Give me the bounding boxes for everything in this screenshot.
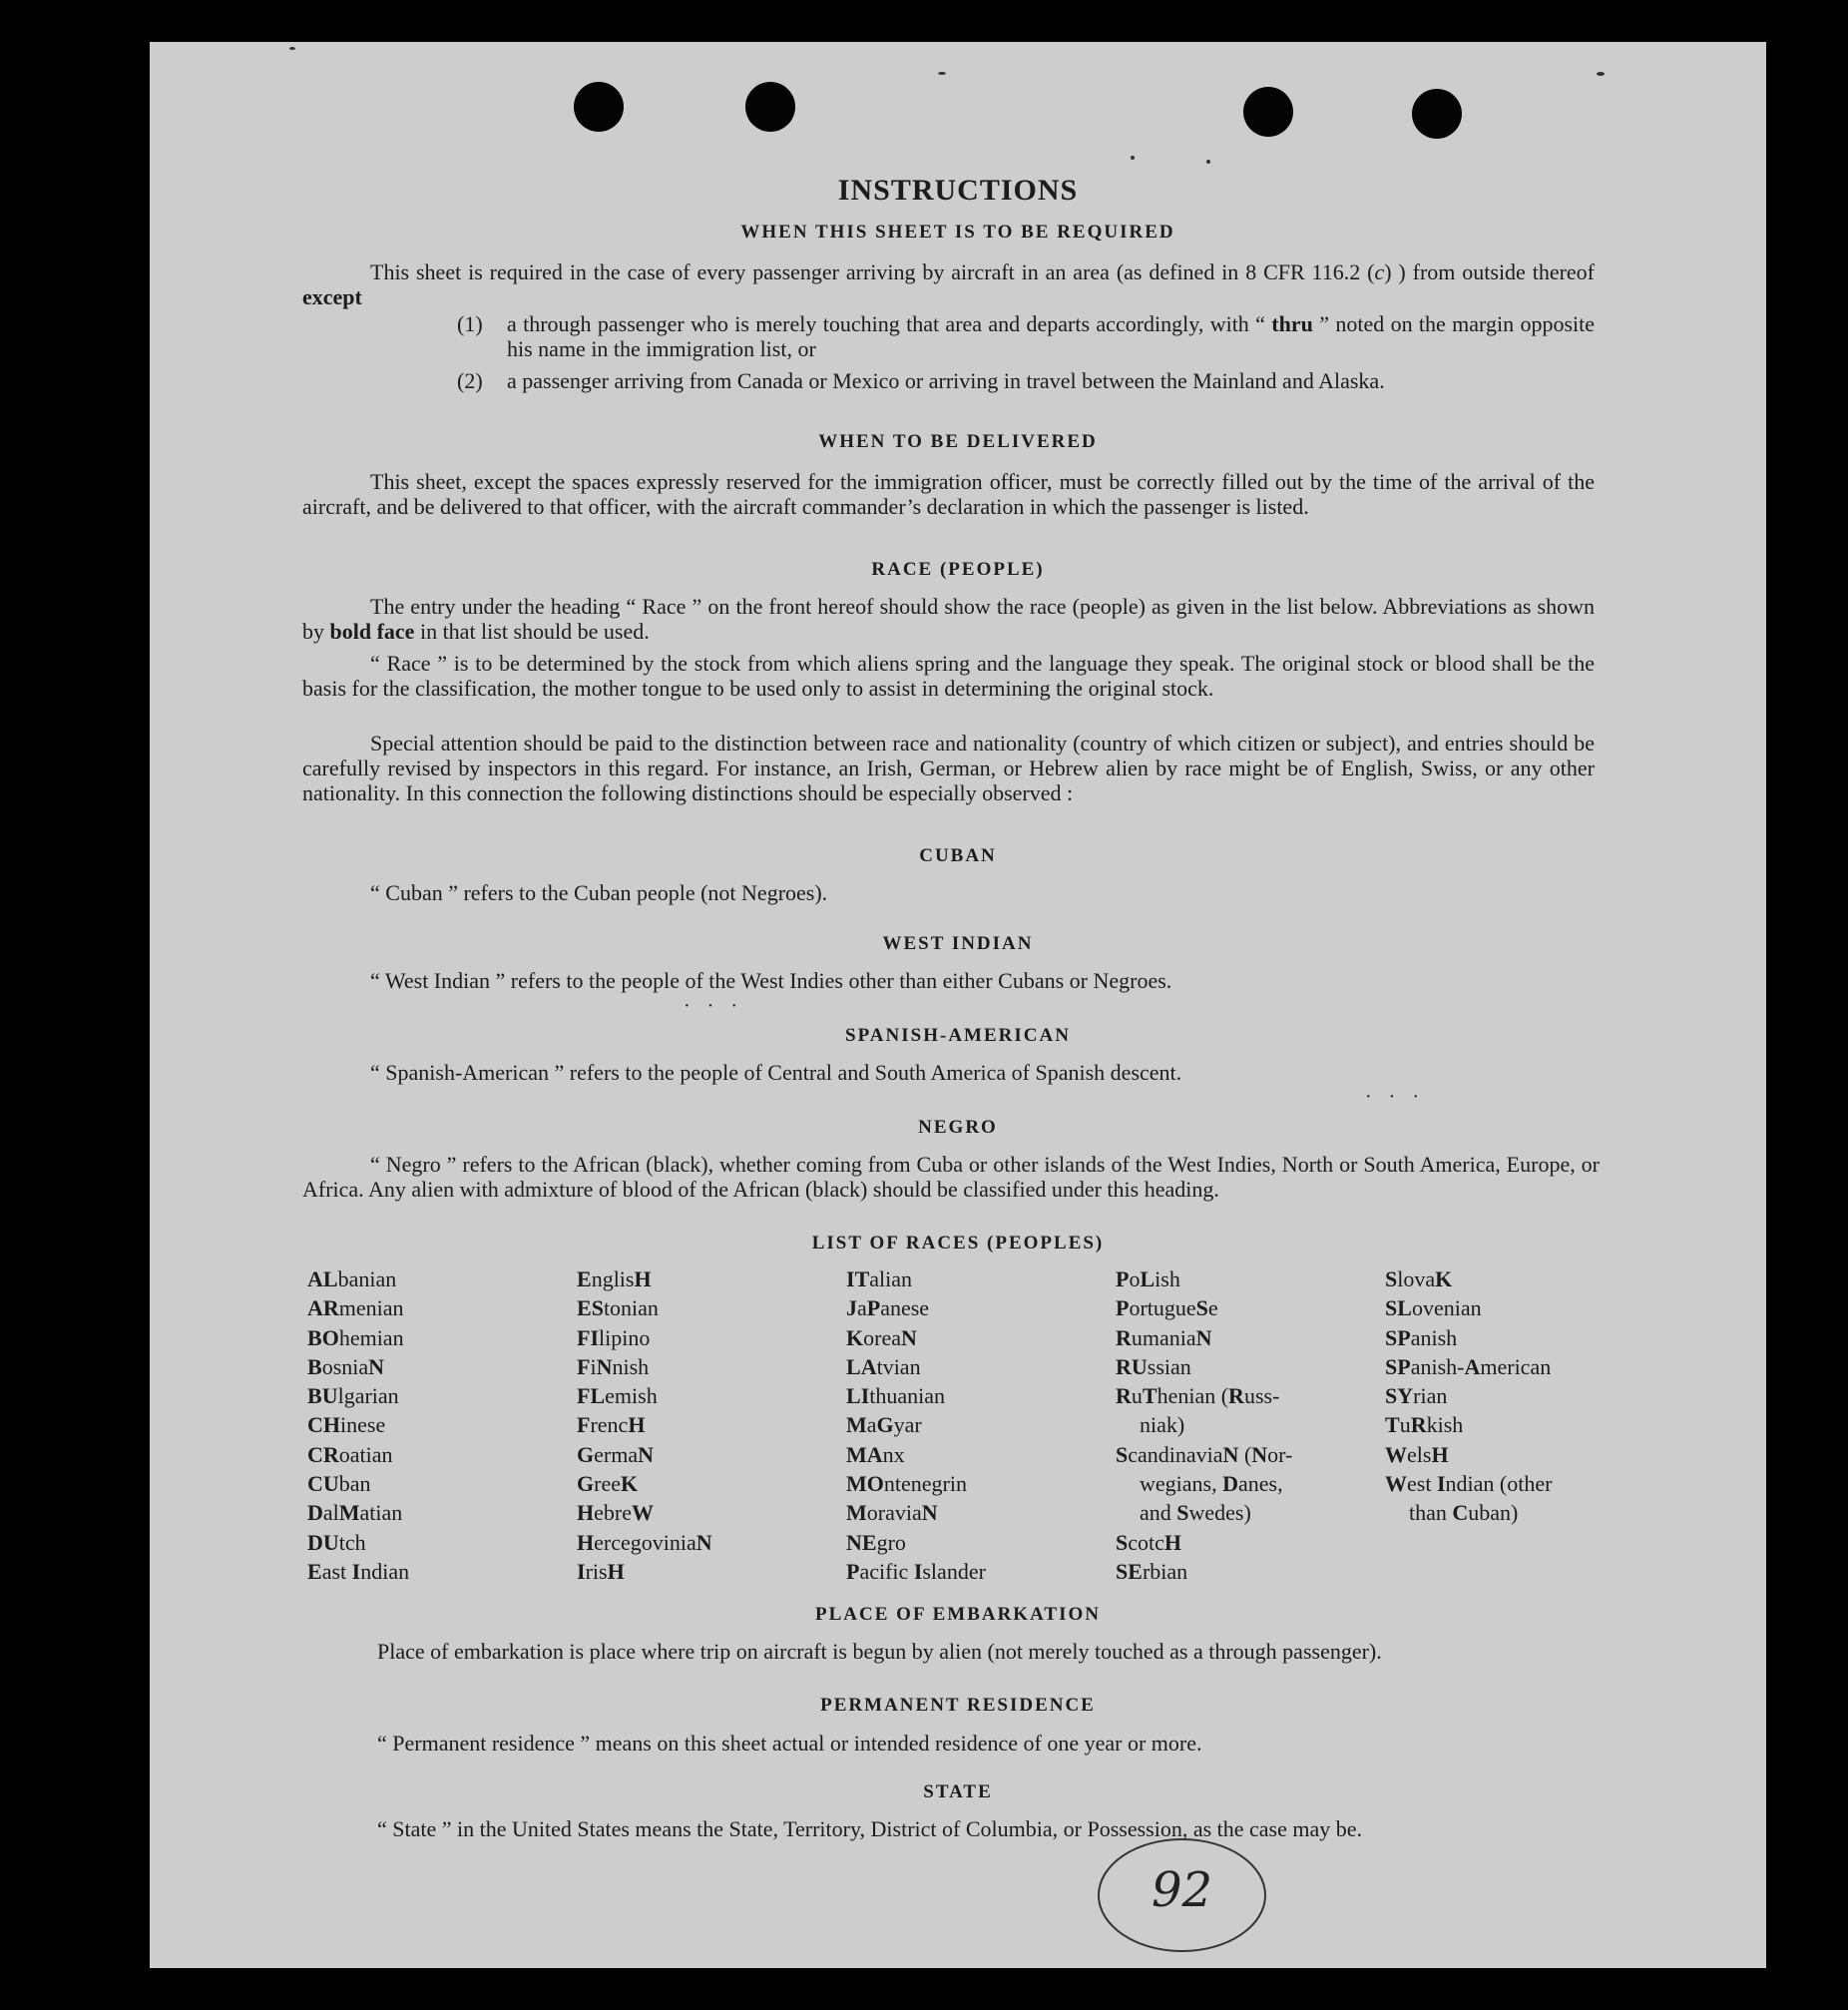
race-entry: FIlipino	[577, 1324, 651, 1350]
race-entry: SlovaK	[1385, 1266, 1453, 1291]
race-entry: LAtvian	[846, 1353, 921, 1379]
paragraph-state: “ State ” in the United States means the State, Territory, District of Columbia, or Possession, as the case may be.	[377, 1816, 1363, 1841]
race-entry: EnglisH	[577, 1266, 652, 1291]
race-entry: BOhemian	[307, 1324, 404, 1350]
race-entry: MOntenegrin	[846, 1471, 967, 1497]
race-entry: and Swedes)	[1140, 1500, 1251, 1526]
race-column-1	[307, 1264, 572, 1586]
race-entry: ScotcH	[1116, 1529, 1182, 1555]
race-entry: BUlgarian	[307, 1383, 399, 1409]
race-entry: Pacific Islander	[846, 1558, 986, 1584]
race-entry: FrencH	[577, 1412, 646, 1438]
race-column-4	[1116, 1264, 1380, 1586]
punch-hole	[1243, 87, 1293, 137]
race-entry: GreeK	[577, 1471, 639, 1497]
heading-state: STATE	[923, 1781, 993, 1802]
race-entry: PortugueSe	[1116, 1295, 1218, 1321]
heading-race: RACE (PEOPLE)	[871, 559, 1045, 580]
paragraph-when-required: This sheet is required in the case of every passenger arriving by aircraft in an area (as defined in 8 CFR 116.2 (c) ) from outside thereof except	[302, 259, 1595, 309]
page-title: INSTRUCTIONS	[837, 174, 1079, 207]
punch-hole	[574, 82, 624, 132]
heading-negro: NEGRO	[918, 1117, 998, 1138]
race-entry: West Indian (other	[1385, 1471, 1553, 1497]
race-entry: JaPanese	[846, 1295, 930, 1321]
paragraph-embarkation: Place of embarkation is place where trip on aircraft is begun by alien (not merely touched as a through passenger).	[377, 1639, 1382, 1664]
race-entry: EStonian	[577, 1295, 659, 1321]
race-entry: ScandinaviaN (Nor-	[1116, 1441, 1293, 1467]
instruction-sheet: INSTRUCTIONS WHEN THIS SHEET IS TO BE REQUIRED This sheet is required in the case of every passenger arriving by aircraft in an area (as defined in 8 CFR 116.2 (c) ) from outside thereof except (1) a through passenger who is merely touching that area and departs accordingly, with “ thru ” noted on the margin opposite his name in the immigration list, or (2) a passenger arriving from Canada or Mexico or arriving in travel between the Mainland and Alaska. WHEN TO BE DELIVERED This sheet, except the spaces expressly reserved for the immigration officer, must be correctly filled out by the time of the arrival of the aircraft, and be delivered to that officer, with the aircraft commander’s declaration in which the passenger is listed. RACE (PEOPLE) The entry under the heading “ Race ” on the front hereof should show the race (people) as given in the list below. Abbreviations as shown by bold face in that list should be used. “ Race ” is to be determined by the stock from which aliens spring and the language they speak. The original stock or blood shall be the basis for the classification, the mother tongue to be used only to assist in determining the original stock. Special attention should be paid to the distinction between race and nationality (country of which citizen or subject), and entries should be carefully revised by inspectors in this regard. For instance, an Irish, German, or Hebrew alien by race might be of English, Swiss, or any other nationality. In this connection the following distinctions should be especially observed : CUBAN “ Cuban ” refers to the Cuban people (not Negroes). WEST INDIAN “ West Indian ” refers to the people of the West Indies other than either Cubans or Negroes. · · · SPANISH-AMERICAN “ Spanish-American ” refers to the people of Central and South America of Spanish descent. · · · NEGRO “ Negro ” refers to the African (black), whether coming from Cuba or other islands of the West Indies, North or South America, Europe, or Africa. Any alien with admixture of blood of the African (black) should be classified under this heading. LIST OF RACES (PEOPLES) ALbanian ARmenian BOhemian BosniaN BUlgarian CHinese CRoatian CUban DalMatian DUtch East Indian EnglisH EStonian FIlipino FiNnish FLemish FrencH GermaN GreeK HebreW HercegoviniaN IrisH ITalian JaPanese KoreaN LAtvian LIthuanian MaGyar MAnx MOntenegrin MoraviaN NEgro Pacific Islander PoLish PortugueSe RumaniaN RUssian RuThenian (Russ- niak) ScandinaviaN (Nor- wegians, Danes, and Swedes) ScotcH SErbian SlovaK SLovenian SPanish SPanish-American SYrian TuRkish WelsH West Indian (other than Cuban) PLACE OF EMBARKATION Place of embarkation is place where trip on aircraft is begun by alien (not merely touched as a through passenger). PERMANENT RESIDENCE “ Permanent residence ” means on this sheet actual or intended residence of one year or more. STATE “ State ” in the United States means the State, Territory, District of Columbia, or Possession, as the case may be. 92	[150, 42, 1766, 1968]
race-entry: than Cuban)	[1409, 1500, 1519, 1526]
exception-item-1: (1) a through passenger who is merely touching that area and departs accordingly, with “ thru ” noted on the margin opposite his name in the immigration list, or	[457, 311, 1595, 361]
race-entry: HercegoviniaN	[577, 1529, 712, 1555]
paragraph-spanish-american: “ Spanish-American ” refers to the people of Central and South America of Spanish descent.	[370, 1060, 1182, 1085]
heading-list-of-races: LIST OF RACES (PEOPLES)	[811, 1233, 1105, 1254]
race-entry: CUban	[307, 1471, 371, 1497]
race-entry: RumaniaN	[1116, 1324, 1212, 1350]
race-entry: MAnx	[846, 1441, 905, 1467]
paragraph-permanent-residence: “ Permanent residence ” means on this sheet actual or intended residence of one year or more.	[377, 1731, 1202, 1756]
race-entry: CHinese	[307, 1412, 386, 1438]
paragraph-cuban: “ Cuban ” refers to the Cuban people (not Negroes).	[370, 880, 828, 905]
race-column-5	[1385, 1264, 1615, 1528]
heading-when-delivered: WHEN TO BE DELIVERED	[818, 431, 1098, 452]
punch-hole	[1412, 89, 1462, 139]
race-entry: SErbian	[1116, 1558, 1188, 1584]
race-entry: MaGyar	[846, 1412, 922, 1438]
race-entry: BosniaN	[307, 1353, 385, 1379]
paragraph-race-3: Special attention should be paid to the distinction between race and nationality (country of which citizen or subject), and entries should be carefully revised by inspectors in this regard. For instance, an Irish, German, or Hebrew alien by race might be of English, Swiss, or any other nationality. In this connection the following distinctions should be especially observed :	[302, 731, 1595, 805]
heading-west-indian: WEST INDIAN	[882, 933, 1034, 954]
race-entry: East Indian	[307, 1558, 410, 1584]
race-entry: NEgro	[846, 1529, 906, 1555]
race-entry: FiNnish	[577, 1353, 650, 1379]
heading-place-of-embarkation: PLACE OF EMBARKATION	[815, 1604, 1101, 1625]
race-entry: TuRkish	[1385, 1412, 1464, 1438]
race-entry: ALbanian	[307, 1266, 397, 1291]
race-entry: WelsH	[1385, 1441, 1449, 1467]
race-entry: SLovenian	[1385, 1295, 1482, 1321]
heading-spanish-american: SPANISH-AMERICAN	[845, 1025, 1071, 1046]
race-entry: ITalian	[846, 1266, 913, 1291]
heading-cuban: CUBAN	[919, 845, 997, 866]
paragraph-negro: “ Negro ” refers to the African (black), whether coming from Cuba or other islands of the West Indies, North or South America, Europe, or Africa. Any alien with admixture of blood of the African (black) should be classified under this heading.	[302, 1152, 1600, 1202]
race-entry: PoLish	[1116, 1266, 1180, 1291]
race-list	[307, 1264, 1605, 1624]
race-entry: DalMatian	[307, 1500, 403, 1526]
race-entry: DUtch	[307, 1529, 366, 1555]
race-entry: RuThenian (Russ-	[1116, 1383, 1280, 1409]
race-entry: KoreaN	[846, 1324, 917, 1350]
race-entry: LIthuanian	[846, 1383, 946, 1409]
race-entry: CRoatian	[307, 1441, 393, 1467]
race-entry: SPanish	[1385, 1324, 1458, 1350]
heading-when-required: WHEN THIS SHEET IS TO BE REQUIRED	[740, 222, 1175, 243]
handwritten-page-number: 92	[1098, 1838, 1266, 1952]
punch-hole	[745, 82, 795, 132]
paragraph-when-delivered: This sheet, except the spaces expressly reserved for the immigration officer, must be correctly filled out by the time of the arrival of the aircraft, and be delivered to that officer, with the aircraft commander’s declaration in which the passenger is listed.	[302, 469, 1595, 519]
race-entry: SYrian	[1385, 1383, 1448, 1409]
exception-item-2: (2) a passenger arriving from Canada or Mexico or arriving in travel between the Mainland and Alaska.	[457, 368, 1385, 393]
race-entry: GermaN	[577, 1441, 654, 1467]
race-entry: MoraviaN	[846, 1500, 938, 1526]
heading-permanent-residence: PERMANENT RESIDENCE	[820, 1695, 1096, 1716]
paragraph-race-1: The entry under the heading “ Race ” on the front hereof should show the race (people) as given in the list below. Abbreviations as shown by bold face in that list should be used.	[302, 594, 1595, 644]
paragraph-west-indian: “ West Indian ” refers to the people of the West Indies other than either Cubans or Negroes.	[370, 968, 1172, 993]
race-entry: RUssian	[1116, 1353, 1191, 1379]
race-column-3	[846, 1264, 1111, 1586]
race-entry: SPanish-American	[1385, 1353, 1552, 1379]
race-entry: FLemish	[577, 1383, 658, 1409]
paragraph-race-2: “ Race ” is to be determined by the stock from which aliens spring and the language they speak. The original stock or blood shall be the basis for the classification, the mother tongue to be used only to assist in determining the original stock.	[302, 651, 1595, 701]
race-entry: HebreW	[577, 1500, 654, 1526]
race-entry: ARmenian	[307, 1295, 404, 1321]
race-column-2	[577, 1264, 841, 1586]
race-entry: wegians, Danes,	[1140, 1471, 1283, 1497]
race-entry: IrisH	[577, 1558, 625, 1584]
race-entry: niak)	[1140, 1412, 1185, 1438]
